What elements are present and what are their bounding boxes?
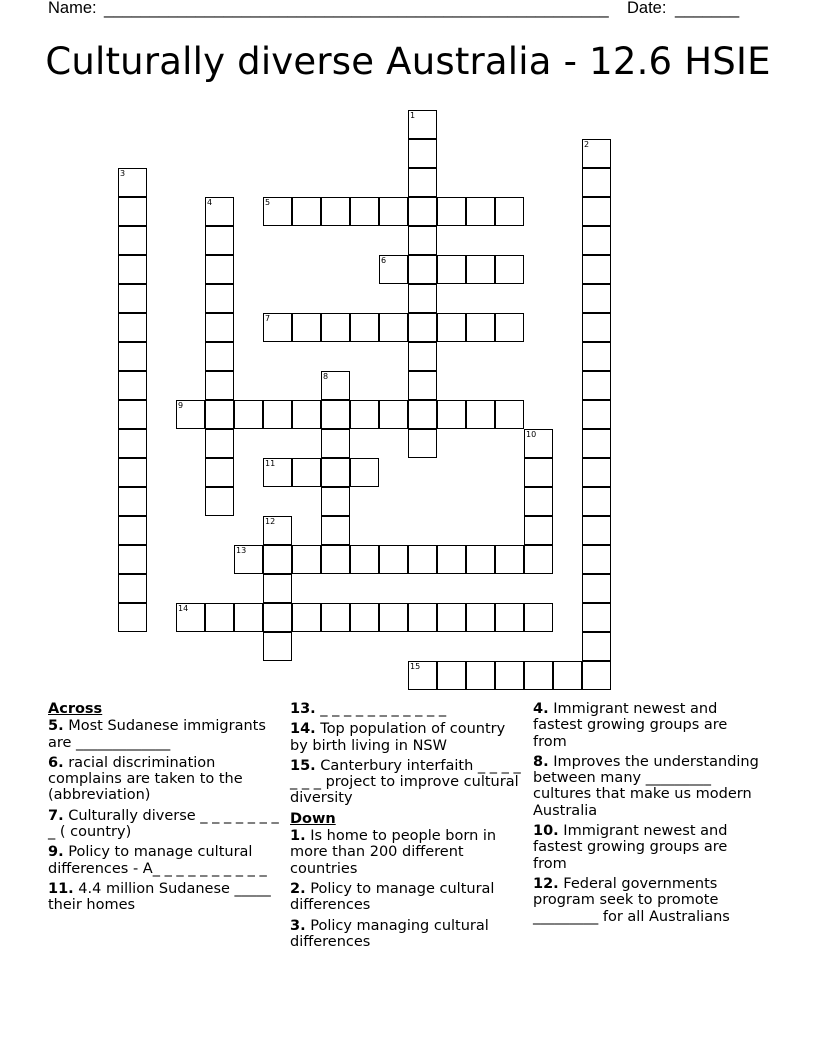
clue-item-text: Policy to manage cultural differences - A_ _ _ _ _ _ _ _ _ _ <box>48 844 267 877</box>
crossword-cell[interactable] <box>292 545 321 574</box>
crossword-cell[interactable] <box>582 545 611 574</box>
clue-item <box>48 844 284 877</box>
clue-number: 8 <box>323 372 329 381</box>
clue-number: 11 <box>265 459 276 468</box>
crossword-cell[interactable] <box>263 400 292 429</box>
crossword-cell[interactable] <box>118 342 147 371</box>
crossword-cell[interactable] <box>292 313 321 342</box>
crossword-cell[interactable] <box>205 603 234 632</box>
name-label: Name: <box>48 0 97 17</box>
crossword-cell[interactable] <box>408 139 437 168</box>
clue-number: 10 <box>526 430 537 439</box>
clue-item-text: Immigrant newest and fastest growing groups are from <box>533 823 728 872</box>
crossword-cell[interactable] <box>350 313 379 342</box>
crossword-cell[interactable] <box>408 284 437 313</box>
clue-number: 3 <box>120 169 126 178</box>
clue-number: 5 <box>265 198 271 207</box>
crossword-cell[interactable] <box>263 516 292 545</box>
crossword-cell[interactable] <box>118 487 147 516</box>
crossword-cell[interactable] <box>582 487 611 516</box>
crossword-cell[interactable] <box>495 197 524 226</box>
date-blank[interactable]: _______ <box>675 0 740 18</box>
crossword-cell[interactable] <box>437 197 466 226</box>
crossword-cell[interactable] <box>524 603 553 632</box>
clue-item-number: 14. <box>290 721 316 738</box>
crossword-cell[interactable] <box>118 458 147 487</box>
crossword-cell[interactable] <box>263 545 292 574</box>
crossword-cell[interactable] <box>437 603 466 632</box>
clue-number: 6 <box>381 256 387 265</box>
crossword-cell[interactable] <box>321 516 350 545</box>
crossword-cell[interactable] <box>524 661 553 690</box>
crossword-cell[interactable] <box>408 371 437 400</box>
crossword-cell[interactable] <box>582 661 611 690</box>
clue-item-text: Policy to manage cultural differences <box>290 880 495 914</box>
clue-item-number: 10. <box>533 823 559 840</box>
clue-item-number: 9. <box>48 844 64 861</box>
clue-number: 7 <box>265 314 271 323</box>
clue-item <box>290 721 522 754</box>
crossword-cell[interactable] <box>118 545 147 574</box>
crossword-cell[interactable] <box>495 545 524 574</box>
clue-item-number: 3. <box>290 917 306 934</box>
clue-number: 2 <box>584 140 590 149</box>
crossword-cell[interactable] <box>263 574 292 603</box>
crossword-cell[interactable] <box>118 574 147 603</box>
crossword-cell[interactable] <box>205 487 234 516</box>
crossword-cell[interactable] <box>321 545 350 574</box>
crossword-cell[interactable] <box>118 284 147 313</box>
crossword-cell[interactable] <box>205 255 234 284</box>
crossword-cell[interactable] <box>205 284 234 313</box>
clue-item <box>533 754 765 819</box>
crossword-cell[interactable] <box>408 400 437 429</box>
crossword-cell[interactable] <box>582 632 611 661</box>
crossword-cell[interactable] <box>292 400 321 429</box>
crossword-cell[interactable] <box>408 661 437 690</box>
crossword-cell[interactable] <box>408 603 437 632</box>
crossword-cell[interactable] <box>321 429 350 458</box>
across-clue-list-continued <box>290 701 522 807</box>
page-title: Culturally diverse Australia - 12.6 HSIE <box>45 40 771 83</box>
crossword-cell[interactable] <box>350 197 379 226</box>
crossword-cell[interactable] <box>408 342 437 371</box>
clue-number: 9 <box>178 401 184 410</box>
crossword-cell[interactable] <box>205 458 234 487</box>
clue-item-number: 12. <box>533 875 559 892</box>
clue-item-text: racial discrimination complains are taken to the (abbreviation) <box>48 754 243 804</box>
crossword-cell[interactable] <box>495 313 524 342</box>
clue-item-number: 6. <box>48 754 64 771</box>
crossword-cell[interactable] <box>582 313 611 342</box>
clue-item <box>48 718 284 751</box>
clue-item-text: Is home to people born in more than 200 different countries <box>290 828 497 877</box>
crossword-cell[interactable] <box>408 168 437 197</box>
crossword-cell[interactable] <box>379 400 408 429</box>
clue-item-number: 11. <box>48 880 74 897</box>
crossword-cell[interactable] <box>205 400 234 429</box>
clue-item-number: 5. <box>48 718 64 735</box>
crossword-cell[interactable] <box>321 487 350 516</box>
clue-item-number: 4. <box>533 701 549 717</box>
crossword-cell[interactable] <box>437 255 466 284</box>
clue-item <box>533 876 765 925</box>
clue-item-text: Policy managing cultural differences <box>290 917 489 950</box>
crossword-cell[interactable] <box>379 545 408 574</box>
crossword-cell[interactable] <box>582 342 611 371</box>
clue-item-number: 7. <box>48 807 64 824</box>
clues-column-1 <box>48 701 284 918</box>
clue-item <box>533 823 765 872</box>
clue-item <box>48 755 284 804</box>
crossword-cell[interactable] <box>176 400 205 429</box>
clue-item-text: Most Sudanese immigrants are _____________ <box>48 718 266 751</box>
clue-item-number: 2. <box>290 880 306 897</box>
crossword-cell[interactable] <box>292 197 321 226</box>
crossword-cell[interactable] <box>350 545 379 574</box>
crossword-cell[interactable] <box>205 313 234 342</box>
crossword-cell[interactable] <box>582 197 611 226</box>
name-blank[interactable]: _______________________________________________________ <box>104 0 609 18</box>
down-clue-list <box>290 828 522 950</box>
crossword-cell[interactable] <box>118 168 147 197</box>
clue-item <box>533 701 765 750</box>
crossword-cell[interactable] <box>321 197 350 226</box>
crossword-cell[interactable] <box>205 342 234 371</box>
crossword-cell[interactable] <box>292 458 321 487</box>
crossword-cell[interactable] <box>205 371 234 400</box>
crossword-cell[interactable] <box>495 603 524 632</box>
clue-item-text: Canterbury interfaith _ _ _ _ _ _ _ project to improve cultural diversity <box>290 757 521 807</box>
across-heading: Across <box>48 701 103 717</box>
crossword-cell[interactable] <box>379 255 408 284</box>
crossword-cell[interactable] <box>350 603 379 632</box>
down-clue-list-continued <box>533 701 765 925</box>
crossword-cell[interactable] <box>466 400 495 429</box>
crossword-cell[interactable] <box>379 603 408 632</box>
crossword-cell[interactable] <box>408 429 437 458</box>
crossword-cell[interactable] <box>118 255 147 284</box>
crossword-cell[interactable] <box>350 458 379 487</box>
crossword-cell[interactable] <box>466 313 495 342</box>
clue-item <box>290 881 522 914</box>
crossword-cell[interactable] <box>466 545 495 574</box>
crossword-cell[interactable] <box>437 661 466 690</box>
crossword-cell[interactable] <box>582 168 611 197</box>
crossword-cell[interactable] <box>379 197 408 226</box>
clue-item <box>290 758 522 807</box>
clue-number: 12 <box>265 517 276 526</box>
crossword-cell[interactable] <box>408 313 437 342</box>
crossword-cell[interactable] <box>118 400 147 429</box>
down-heading: Down <box>290 810 336 827</box>
crossword-cell[interactable] <box>118 313 147 342</box>
clue-number: 15 <box>410 662 421 671</box>
crossword-cell[interactable] <box>263 313 292 342</box>
clue-item <box>290 701 522 717</box>
crossword-cell[interactable] <box>582 226 611 255</box>
crossword-cell[interactable] <box>553 661 582 690</box>
crossword-cell[interactable] <box>379 313 408 342</box>
clue-item-number: 13. <box>290 701 316 717</box>
crossword-cell[interactable] <box>321 603 350 632</box>
crossword-cell[interactable] <box>524 545 553 574</box>
date-label: Date: <box>627 0 667 17</box>
crossword-cell[interactable] <box>263 197 292 226</box>
crossword-cell[interactable] <box>582 371 611 400</box>
crossword-cell[interactable] <box>524 429 553 458</box>
crossword-cell[interactable] <box>321 458 350 487</box>
clue-item-number: 15. <box>290 757 316 774</box>
crossword-cell[interactable] <box>118 226 147 255</box>
crossword-cell[interactable] <box>437 400 466 429</box>
crossword-cell[interactable] <box>118 197 147 226</box>
crossword-cell[interactable] <box>408 226 437 255</box>
clue-number: 13 <box>236 546 247 555</box>
crossword-cell[interactable] <box>466 661 495 690</box>
crossword-cell[interactable] <box>176 603 205 632</box>
crossword-cell[interactable] <box>582 255 611 284</box>
clue-item-text: Improves the understanding between many _________ cultures that make us modern Australia <box>533 753 759 819</box>
crossword-cell[interactable] <box>466 197 495 226</box>
clue-item-text: 4.4 million Sudanese _____ their homes <box>48 880 271 914</box>
clues-column-2 <box>290 701 522 954</box>
crossword-cell[interactable] <box>582 284 611 313</box>
crossword-cell[interactable] <box>321 313 350 342</box>
crossword-cell[interactable] <box>350 400 379 429</box>
clue-item-number: 1. <box>290 828 306 845</box>
clue-number: 1 <box>410 111 416 120</box>
crossword-cell[interactable] <box>437 313 466 342</box>
crossword-cell[interactable] <box>263 632 292 661</box>
clue-item <box>48 808 284 841</box>
crossword-cell[interactable] <box>582 574 611 603</box>
crossword-cell[interactable] <box>321 371 350 400</box>
crossword-cell[interactable] <box>582 400 611 429</box>
clue-item <box>48 881 284 914</box>
clue-item-text: Top population of country by birth living in NSW <box>290 721 506 754</box>
clue-item-text: Federal governments program seek to promote _________ for all Australians <box>533 875 730 925</box>
crossword-cell[interactable] <box>408 255 437 284</box>
crossword-cell[interactable] <box>408 197 437 226</box>
clue-item-text: _ _ _ _ _ _ _ _ _ _ _ <box>315 701 447 717</box>
crossword-cell[interactable] <box>205 197 234 226</box>
crossword-cell[interactable] <box>263 603 292 632</box>
crossword-cell[interactable] <box>118 371 147 400</box>
crossword-cell[interactable] <box>466 255 495 284</box>
clue-item-text: Immigrant newest and fastest growing groups are from <box>533 701 728 750</box>
crossword-cell[interactable] <box>205 226 234 255</box>
crossword-cell[interactable] <box>118 603 147 632</box>
crossword-cell[interactable] <box>582 603 611 632</box>
crossword-cell[interactable] <box>234 400 263 429</box>
crossword-cell[interactable] <box>582 429 611 458</box>
crossword-cell[interactable] <box>582 139 611 168</box>
clue-item <box>290 918 522 951</box>
crossword-cell[interactable] <box>408 545 437 574</box>
crossword-cell[interactable] <box>524 458 553 487</box>
crossword-cell[interactable] <box>582 458 611 487</box>
crossword-cell[interactable] <box>234 603 263 632</box>
crossword-cell[interactable] <box>234 545 263 574</box>
clues-column-3 <box>533 701 765 929</box>
crossword-cell[interactable] <box>292 603 321 632</box>
crossword-cell[interactable] <box>408 110 437 139</box>
crossword-cell[interactable] <box>524 516 553 545</box>
crossword-cell[interactable] <box>321 400 350 429</box>
clue-number: 14 <box>178 604 189 613</box>
crossword-cell[interactable] <box>495 400 524 429</box>
clue-number: 4 <box>207 198 213 207</box>
crossword-cell[interactable] <box>495 255 524 284</box>
clue-item <box>290 828 522 877</box>
clue-item-text: Culturally diverse _ _ _ _ _ _ _ _ ( country) <box>48 807 279 841</box>
crossword-cell[interactable] <box>582 516 611 545</box>
crossword-cell[interactable] <box>263 458 292 487</box>
crossword-cell[interactable] <box>118 516 147 545</box>
crossword-cell[interactable] <box>524 487 553 516</box>
clue-item-number: 8. <box>533 753 549 770</box>
crossword-cell[interactable] <box>205 429 234 458</box>
crossword-cell[interactable] <box>118 429 147 458</box>
crossword-cell[interactable] <box>466 603 495 632</box>
crossword-cell[interactable] <box>495 661 524 690</box>
crossword-cell[interactable] <box>437 545 466 574</box>
across-clue-list <box>48 718 284 913</box>
